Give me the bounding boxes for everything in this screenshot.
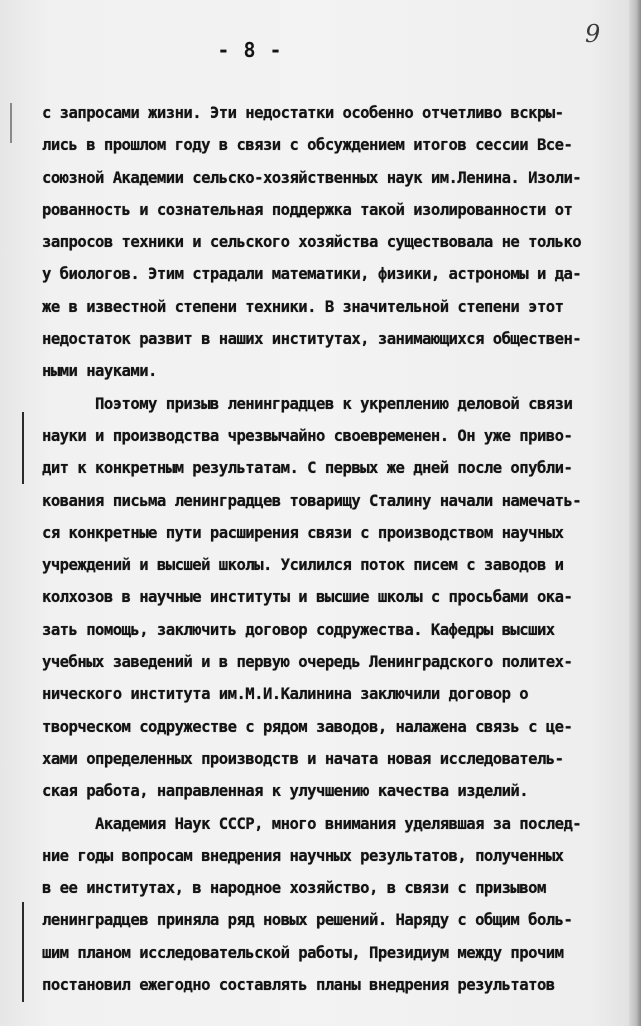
text-line: науки и производства чрезвычайно своевременен. Он уже приво- (42, 426, 573, 445)
margin-mark-middle (22, 412, 24, 484)
text-line: с запросами жизни. Эти недостатки особенно отчетливо вскры- (42, 104, 564, 122)
text-line: у биологов. Этим страдали математики, физики, астрономы и да- (42, 265, 582, 284)
body-text (42, 97, 641, 1001)
text-line: ние годы вопросам внедрения научных результатов, полученных (42, 846, 564, 865)
text-line: нического института им.М.И.Калинина заключили договор о (42, 685, 529, 704)
text-line: шим планом исследовательской работы, Президиум между прочим (42, 943, 564, 962)
text-line: ся конкретные пути расширения связи с производством научных (42, 523, 564, 542)
margin-mark-bottom (22, 902, 24, 1002)
text-line: запросов техники и сельского хозяйства существовала не только (42, 233, 582, 252)
text-line: в ее институтах, в народное хозяйство, в связи с призывом (42, 879, 546, 898)
text-line: рованность и сознательная поддержка такой изолированности от (42, 200, 573, 219)
text-line: хами определенных производств и начата новая исследователь- (42, 749, 564, 768)
text-line: зать помощь, заключить договор содружества. Кафедры высших (42, 620, 555, 639)
text-line: ленинградцев приняла ряд новых решений. Наряду с общим боль- (42, 911, 573, 930)
text-line: Поэтому призыв ленинградцев к укреплению деловой связи (42, 394, 573, 413)
text-line: кования письма ленинградцев товарищу Сталину начали намечать- (42, 491, 582, 510)
page-number: - 8 - (217, 38, 283, 62)
text-line: ская работа, направленная к улучшению качества изделий. (42, 782, 529, 801)
text-line: Академия Наук СССР, много внимания уделявшая за послед- (42, 814, 582, 833)
text-line: колхозов в научные институты и высшие школы с просьбами ока- (42, 588, 573, 607)
text-line: постановил ежегодно составлять планы внедрения результатов (42, 976, 555, 995)
text-line: же в известной степени техники. В значительной степени этот (42, 297, 564, 316)
margin-mark-top (10, 103, 12, 143)
text-line: лись в прошлом году в связи с обсуждением итогов сессии Все- (42, 136, 573, 155)
text-line: ными науками. (42, 362, 157, 381)
handwritten-archive-number: 9 (585, 20, 601, 48)
text-line: дит к конкретным результатам. С первых же дней после опубли- (42, 459, 573, 478)
text-line: недостаток развит в наших институтах, занимающихся обществен- (42, 330, 582, 349)
text-line: учреждений и высшей школы. Усилился поток писем с заводов и (42, 556, 564, 575)
text-line: учебных заведений и в первую очередь Ленинградского политех- (42, 653, 573, 672)
text-line: творческом содружестве с рядом заводов, налажена связь с це- (42, 717, 573, 736)
text-line: союзной Академии сельско-хозяйственных наук им.Ленина. Изоли- (42, 168, 582, 187)
